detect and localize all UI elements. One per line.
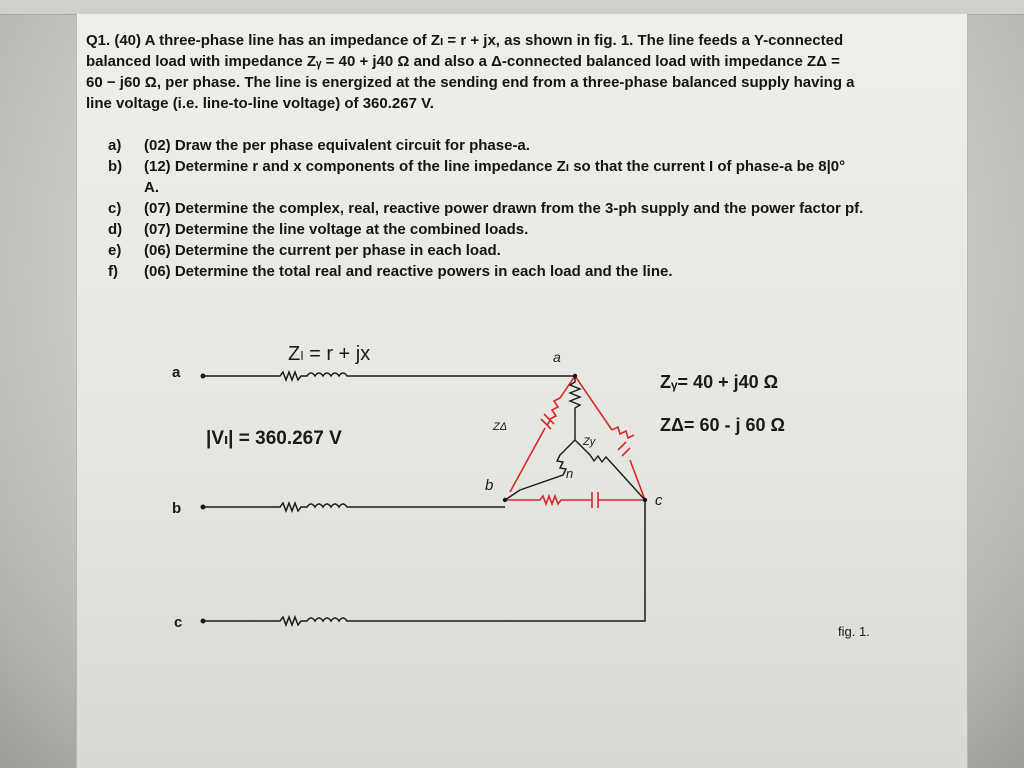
list-item: c) (07) Determine the complex, real, reactive power drawn from the 3-ph supply and the power factor pf. bbox=[108, 200, 864, 217]
list-item: e) (06) Determine the current per phase in each load. bbox=[108, 242, 501, 259]
line-c bbox=[203, 500, 645, 625]
node-c-dot bbox=[643, 498, 647, 502]
line-b bbox=[203, 503, 505, 511]
list-item: f) (06) Determine the total real and reactive powers in each load and the line. bbox=[108, 263, 673, 280]
vl-label: |Vₗ| = 360.267 V bbox=[206, 428, 342, 449]
hw-zdelta-label: ZΔ bbox=[493, 421, 508, 433]
node-b-label: b bbox=[485, 477, 494, 494]
line-c-label: c bbox=[174, 614, 183, 631]
node-b-dot bbox=[503, 498, 507, 502]
zl-label: Zₗ = r + jx bbox=[288, 343, 371, 365]
zy-label: Zᵧ= 40 + j40 Ω bbox=[660, 372, 779, 392]
line-a-label: a bbox=[172, 364, 181, 381]
hw-zy-label: Zy bbox=[583, 436, 596, 448]
question-line: balanced load with impedance Zᵧ = 40 + j40 Ω and also a Δ-connected balanced load with impedance ZΔ = bbox=[86, 53, 840, 70]
list-item: a) (02) Draw the per phase equivalent circuit for phase-a. bbox=[108, 137, 530, 154]
list-item: d) (07) Determine the line voltage at the combined loads. bbox=[108, 221, 529, 238]
line-b-label: b bbox=[172, 500, 182, 517]
line-a bbox=[203, 372, 575, 380]
figure-caption: fig. 1. bbox=[838, 624, 870, 639]
node-n-label: n bbox=[566, 466, 574, 481]
node-a-label: a bbox=[553, 349, 561, 365]
list-item-continuation: A. bbox=[144, 179, 159, 196]
node-a-dot bbox=[573, 374, 577, 378]
question-line: 60 − j60 Ω, per phase. The line is energized at the sending end from a three-phase balanced supply having a bbox=[86, 74, 855, 91]
list-item: b) (12) Determine r and x components of the line impedance Zₗ so that the current I of phase-a be 8|0° bbox=[108, 158, 846, 175]
question-line: line voltage (i.e. line-to-line voltage) of 360.267 V. bbox=[86, 95, 434, 112]
zdelta-label: ZΔ= 60 - j 60 Ω bbox=[660, 415, 785, 435]
y-load bbox=[505, 376, 645, 500]
question-line: Q1. (40) A three-phase line has an impedance of Zₗ = r + jx, as shown in fig. 1. The line feeds a Y-connected bbox=[86, 32, 844, 49]
node-c-label: c bbox=[655, 492, 663, 509]
